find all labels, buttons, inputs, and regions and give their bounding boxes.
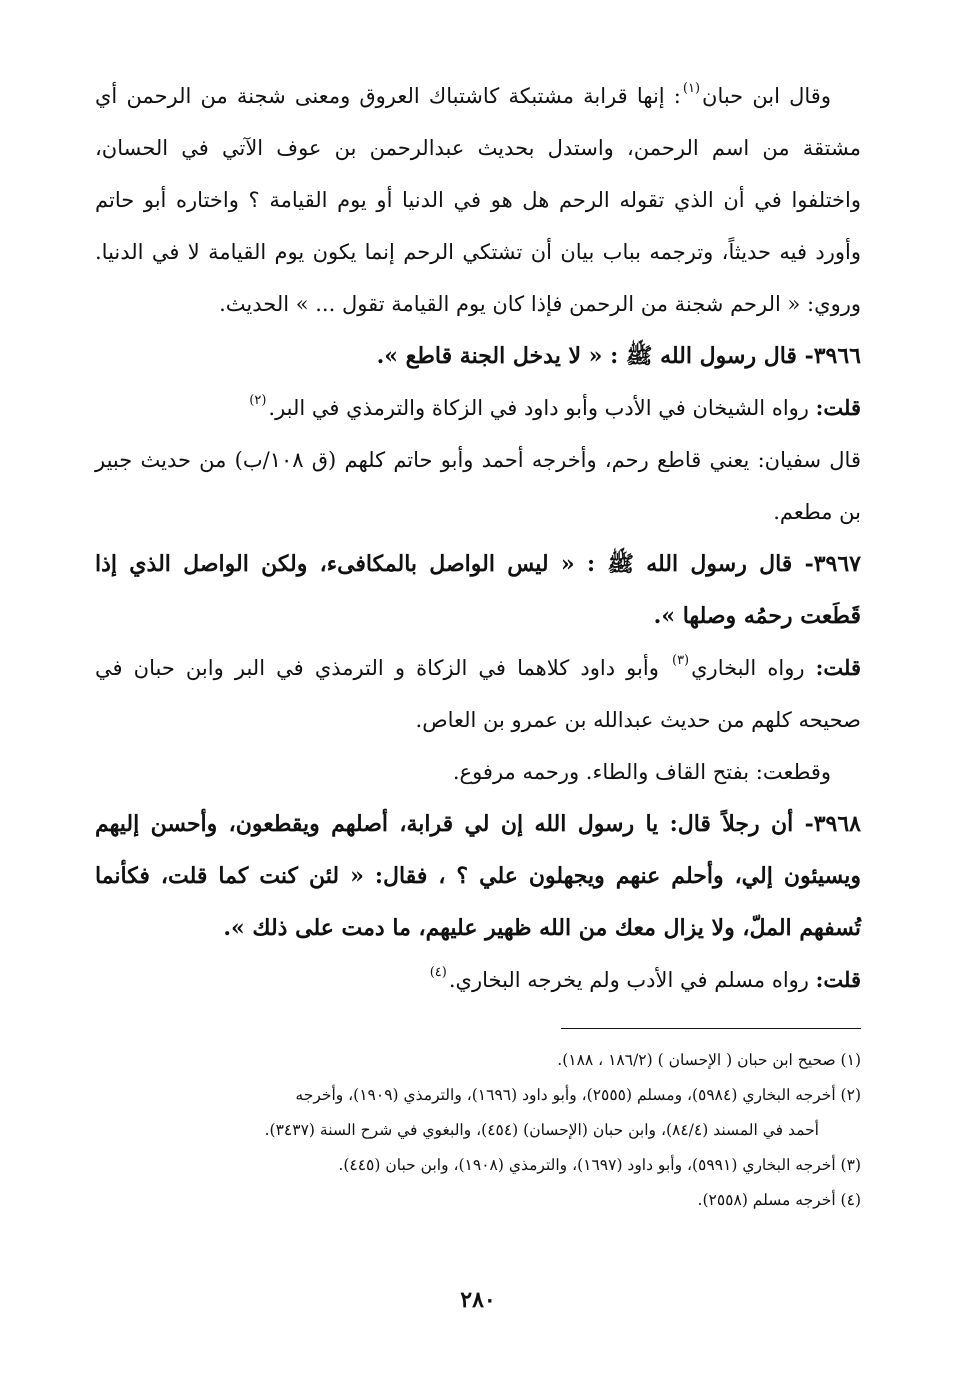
footnote-2-continued: أحمد في المسند (٨٤/٤)، وابن حبان (الإحسان) (٤٥٤)، والبغوي في شرح السنة (٣٤٣٧). (264, 1121, 819, 1139)
footnote-ref-1[interactable]: (١) (682, 81, 701, 96)
footnotes (95, 1043, 861, 1218)
qult-text: وأبو داود كلاهما في الزكاة و الترمذي في البر وابن حبان في صحيحه كلهم من حديث عبدالله بن عمرو بن العاص. (95, 656, 861, 732)
hadith-3967: ٣٩٦٧- قال رسول الله ﷺ : « ليس الواصل بالمكافىء، ولكن الواصل الذي إذا قَطَعت رحمُه وصلها ». (95, 551, 861, 629)
hadith-3968: ٣٩٦٨- أن رجلاً قال: يا رسول الله إن لي قرابة، أصلهم ويقطعون، وأحسن إليهم ويسيئون إلي، وأحلم عنهم ويجهلون علي ؟ ، فقال: « لئن كنت كما قلت، فكأنما تُسفهم الملّ، ولا يزال معك من الله ظهير عليهم، ما دمت على ذلك ». (95, 811, 861, 941)
qult-paragraph-2 (95, 642, 861, 746)
qult-text: رواه البخاري (691, 656, 805, 680)
paragraph-sufyan: قال سفيان: يعني قاطع رحم، وأخرجه أحمد وأبو حاتم كلهم (ق ١٠٨/ب) من حديث جبير بن مطعم. (95, 448, 861, 524)
footnote-1: (١) صحيح ابن حبان ( الإحسان ) (١٨٦/٢ ، ١٨٨). (557, 1051, 861, 1069)
footnote-ref-3[interactable]: (٣) (671, 653, 690, 668)
qult-label: قلت: (815, 395, 861, 420)
footnote-ref-2[interactable]: (٢) (249, 393, 267, 408)
paragraph-text: : إنها قرابة مشتبكة كاشتباك العروق ومعنى شجنة من الرحمن أي مشتقة من اسم الرحمن، واستدل بحديث عبدالرحمن بن عوف الآتي في الحسان، واختلفوا في أن الذي تقوله الرحم هل هو في الدنيا أو يوم القيامة ؟ واختاره أبو حاتم وأورد فيه حديثاً، وترجمه بباب بيان أن تشتكي الرحم إنما يكون يوم القيامة لا في الدنيا. وروي: « الرحم شجنة من الرحمن فإذا كان يوم القيامة تقول ... » الحديث. (95, 84, 861, 316)
footnote-3: (٣) أخرجه البخاري (٥٩٩١)، وأبو داود (١٦٩٧)، والترمذي (١٩٠٨)، وابن حبان (٤٤٥). (338, 1156, 861, 1174)
qult-label: قلت: (815, 967, 861, 992)
page-number: ٢٨٠ (460, 1287, 496, 1313)
footnote-2: (٢) أخرجه البخاري (٥٩٨٤)، ومسلم (٢٥٥٥)، وأبو داود (١٦٩٦)، والترمذي (١٩٠٩)، وأخرجه (295, 1086, 861, 1104)
footnote-ref-4[interactable]: (٤) (429, 965, 447, 980)
qult-text: رواه الشيخان في الأدب وأبو داود في الزكاة والترمذي في البر. (268, 396, 809, 420)
paragraph-ibn-hibban (95, 70, 861, 330)
qult-paragraph-3 (95, 954, 861, 1006)
qult-text: رواه مسلم في الأدب ولم يخرجه البخاري. (448, 968, 809, 992)
paragraph-qataat: وقطعت: بفتح القاف والطاء. ورحمه مرفوع. (452, 760, 831, 784)
footnote-divider (561, 1028, 861, 1029)
qult-paragraph-1 (95, 382, 861, 434)
footnote-4: (٤) أخرجه مسلم (٢٥٥٨). (697, 1191, 861, 1209)
hadith-3966: ٣٩٦٦- قال رسول الله ﷺ : « لا يدخل الجنة قاطع ». (376, 343, 861, 369)
paragraph-text: وقال ابن حبان (702, 84, 831, 108)
qult-label: قلت: (815, 655, 861, 680)
